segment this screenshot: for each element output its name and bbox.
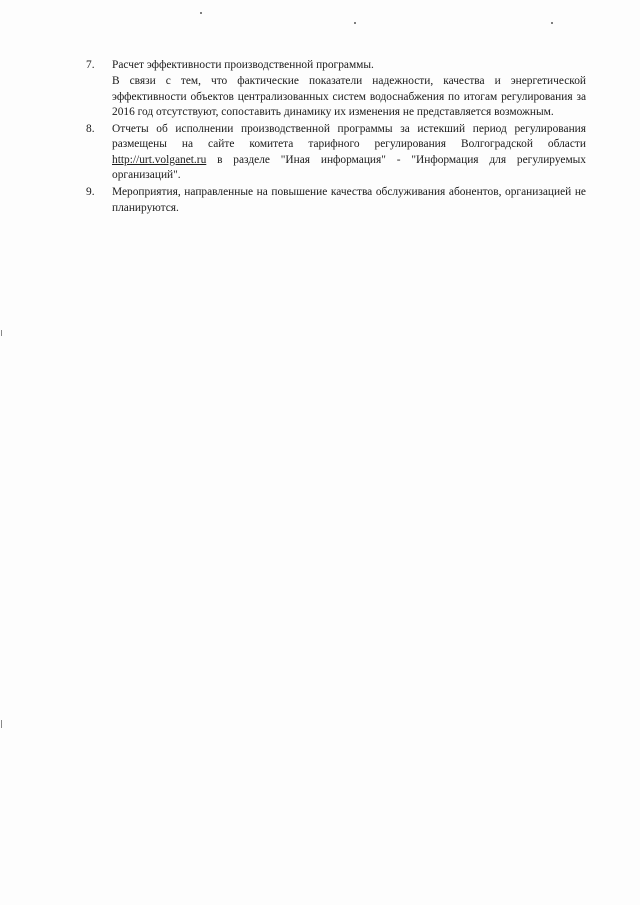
item-text: Мероприятия, направленные на повышение качества обслуживания абонентов, организацией не планируются.: [112, 186, 586, 214]
item-number: 7.: [86, 59, 95, 71]
scan-speck: [354, 22, 356, 24]
item-text-after-link: в разделе "Иная информация" - "Информация для регулируемых организаций".: [112, 153, 586, 182]
list-item-7: [86, 58, 586, 120]
document-body: [86, 58, 586, 218]
list-item-9: [86, 185, 586, 216]
item-number: 9.: [86, 186, 95, 199]
list-item-8: [86, 122, 586, 183]
scan-speck: [200, 12, 202, 14]
item-number: 8.: [86, 123, 95, 136]
site-link[interactable]: http://urt.volganet.ru: [112, 153, 207, 166]
item-text: В связи с тем, что фактические показатели надежности, качества и энергетической эффективности объектов централизованных систем водоснабжения по итогам регулирования за 2016 год отсутствуют, сопоставить динамику их изменения не представляется возможным.: [112, 75, 586, 118]
scan-edge-mark: [1, 330, 2, 336]
item-heading: Расчет эффективности производственной программы.: [112, 59, 374, 71]
item-text: [112, 122, 586, 183]
item-text-before-link: Отчеты об исполнении производственной программы за истекший период регулирования размещены на сайте комитета тарифного регулирования Волгоградской области: [112, 123, 586, 151]
scan-speck: [551, 22, 553, 24]
scan-edge-mark: [1, 720, 2, 728]
